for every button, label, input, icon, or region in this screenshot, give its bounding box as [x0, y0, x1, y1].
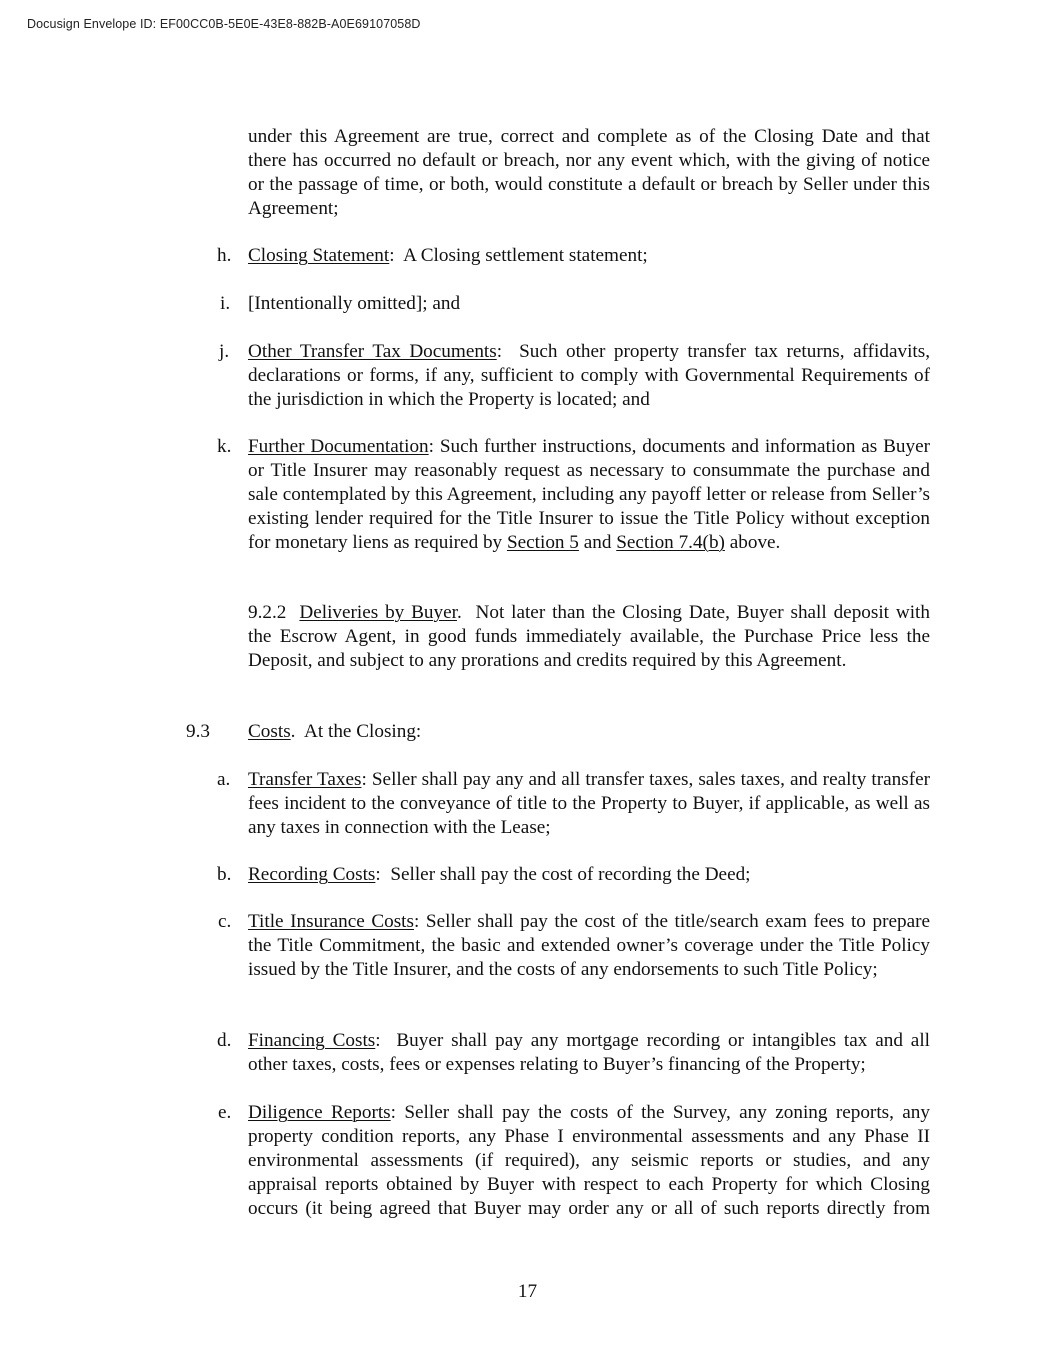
page-number: 17: [517, 1281, 538, 1302]
section-heading: Deliveries by Buyer: [299, 602, 457, 623]
item-marker-d: d.: [217, 1030, 232, 1051]
item-heading: Financing Costs: [248, 1030, 376, 1051]
item-c: [248, 910, 930, 982]
item-sep: :: [361, 769, 372, 790]
item-marker-i: i.: [220, 293, 231, 314]
item-text: and: [578, 532, 617, 553]
section-text: . At the Closing:: [290, 721, 422, 742]
item-marker-j: j.: [219, 341, 230, 362]
item-marker-e: e.: [218, 1102, 232, 1123]
item-heading: Closing Statement: [248, 245, 390, 266]
section-number: 9.3: [186, 721, 210, 742]
item-marker-a: a.: [217, 769, 231, 790]
item-marker-h: h.: [217, 245, 232, 266]
item-text: Such further instructions, documents and information as Buyer or Title Insurer may reasonably request as necessary to consummate the purchase and sale contemplated by this Agreement, including any payoff letter or release from Seller’s existing lender required for the Title Insurer to issue the Title Policy without exception for monetary liens as required by: [248, 436, 930, 553]
item-k: [248, 435, 930, 555]
section-9-3: [248, 720, 930, 744]
envelope-id: Docusign Envelope ID: EF00CC0B-5E0E-43E8-882B-A0E69107058D: [27, 17, 421, 31]
continuation-text: under this Agreement are true, correct and complete as of the Closing Date and that there has occurred no default or breach, nor any event which, with the giving of notice or the passage of time, or both, would constitute a default or breach by Seller under this Agreement;: [248, 126, 930, 219]
item-h: [248, 244, 930, 268]
item-text: Seller shall pay the cost of recording the Deed;: [390, 864, 751, 885]
item-heading: Recording Costs: [248, 864, 376, 885]
section-reference-link: Section 5: [506, 532, 579, 553]
item-text: above.: [724, 532, 781, 553]
section-heading: Costs: [248, 721, 291, 742]
item-heading: Further Documentation: [248, 436, 429, 457]
continuation-paragraph: [248, 125, 930, 221]
item-heading: Other Transfer Tax Documents: [248, 341, 497, 362]
item-sep: :: [496, 341, 520, 362]
item-heading: Diligence Reports: [248, 1102, 391, 1123]
item-text: Seller shall pay the costs of the Survey, any zoning reports, any property condition reports, any Phase I environmental assessments and any Phase II environmental assessments (if required), any seismic reports or studies, and any appraisal reports obtained by Buyer with respect to each Property for which Closing occurs (it being agreed that Buyer may order any or all of such reports directly from: [248, 1102, 930, 1219]
item-j: [248, 340, 930, 412]
item-e: [248, 1101, 930, 1221]
section-reference-link: Section 7.4(b): [616, 532, 725, 553]
item-sep: :: [390, 1102, 405, 1123]
section-text: . Not later than the Closing Date, Buyer shall deposit with the Escrow Agent, in good funds immediately available, the Purchase Price less the Deposit, and subject to any prorations and credits required by this Agreement.: [248, 602, 935, 671]
item-heading: Transfer Taxes: [248, 769, 362, 790]
item-sep: :: [428, 436, 440, 457]
item-text: Seller shall pay any and all transfer taxes, sales taxes, and realty transfer fees incident to the conveyance of title to the Property to Buyer, if applicable, as well as any taxes in connection with the Lease;: [248, 769, 931, 838]
item-marker-k: k.: [217, 436, 232, 457]
item-heading: Title Insurance Costs: [248, 911, 414, 932]
item-marker-c: c.: [218, 911, 232, 932]
item-sep: :: [389, 245, 404, 266]
section-9-2-2: [248, 601, 935, 673]
item-text: A Closing settlement statement;: [403, 245, 648, 266]
item-a: [248, 768, 930, 840]
item-sep: :: [375, 864, 391, 885]
item-text: Buyer shall pay any mortgage recording or intangibles tax and all other taxes, costs, fees or expenses relating to Buyer’s financing of the Property;: [248, 1030, 930, 1075]
item-i: [248, 292, 930, 316]
item-sep: :: [375, 1030, 397, 1051]
item-sep: :: [413, 911, 426, 932]
item-marker-b: b.: [217, 864, 232, 885]
item-b: [248, 863, 930, 887]
item-text: Seller shall pay the cost of the title/search exam fees to prepare the Title Commitment, the basic and extended owner’s coverage under the Title Policy issued by the Title Insurer, and the costs of any endorsements to such Title Policy;: [248, 911, 930, 980]
item-d: [248, 1029, 930, 1077]
section-number: 9.2.2: [248, 602, 287, 623]
item-text: [Intentionally omitted]; and: [248, 293, 461, 314]
item-text: Such other property transfer tax returns, affidavits, declarations or forms, if any, sufficient to comply with Governmental Requirements of the jurisdiction in which the Property is located; and: [248, 341, 930, 410]
